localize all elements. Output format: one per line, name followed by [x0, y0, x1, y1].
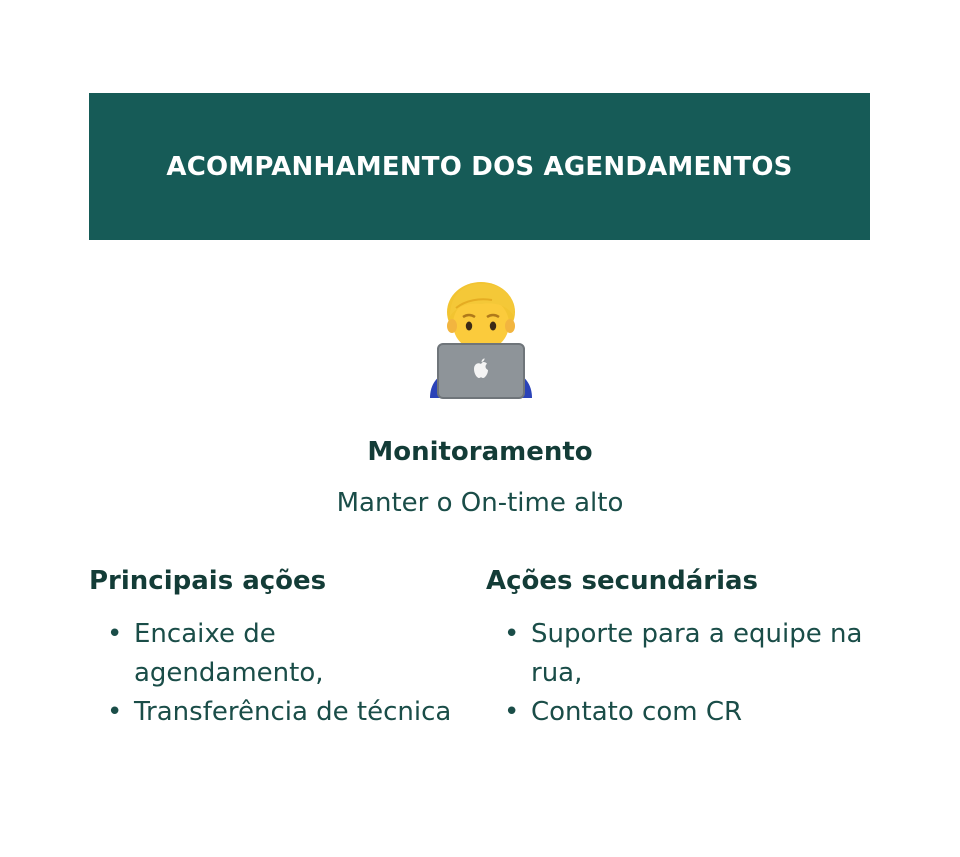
- main-actions-list: [89, 615, 469, 732]
- bullet-icon: •: [504, 619, 520, 649]
- list-item-text: Contato com CR: [531, 697, 743, 727]
- list-item-text: Encaixe de agendamento,: [134, 619, 324, 688]
- banner-title: ACOMPANHAMENTO DOS AGENDAMENTOS: [166, 151, 793, 182]
- main-actions-column: [89, 563, 469, 732]
- bullet-icon: •: [504, 697, 520, 727]
- section-heading: Monitoramento: [367, 437, 593, 467]
- header-banner: [89, 93, 870, 240]
- bullet-icon: •: [107, 697, 123, 727]
- secondary-actions-column: [486, 563, 866, 732]
- man-technologist-icon: [426, 280, 536, 400]
- secondary-actions-title: Ações secundárias: [486, 566, 759, 596]
- list-item: [486, 693, 866, 732]
- list-item-text: Suporte para a equipe na rua,: [531, 619, 863, 688]
- list-item: [89, 693, 469, 732]
- main-actions-title: Principais ações: [89, 566, 327, 596]
- list-item: [486, 615, 866, 693]
- bullet-icon: •: [107, 619, 123, 649]
- list-item-text: Transferência de técnica: [134, 697, 452, 727]
- list-item: [89, 615, 469, 693]
- secondary-actions-list: [486, 615, 866, 732]
- section-subtitle: Manter o On-time alto: [336, 488, 624, 518]
